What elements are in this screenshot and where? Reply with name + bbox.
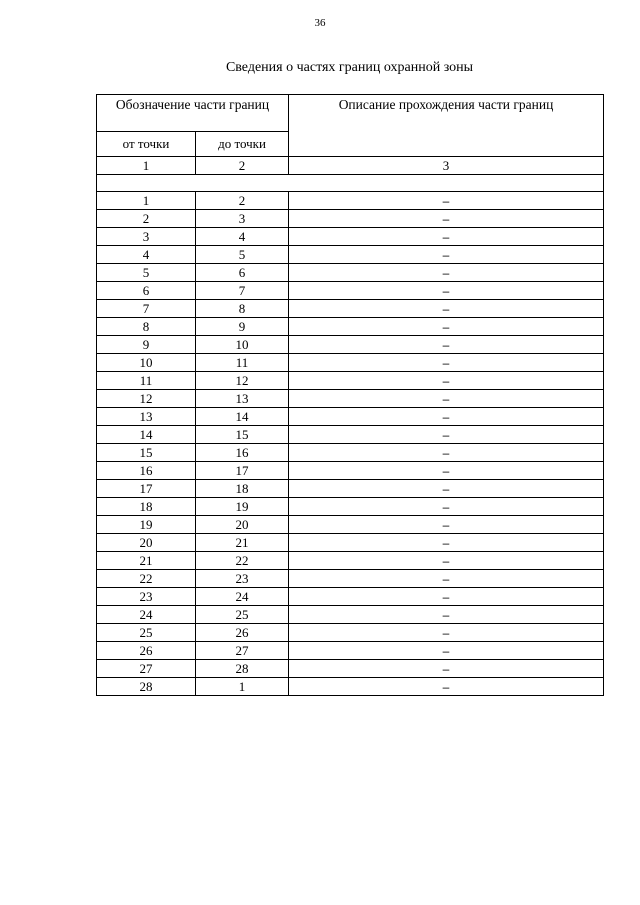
page-number: 36 [314, 17, 326, 29]
header-boundary-designation: Обозначение части границ [97, 95, 289, 132]
to-point-cell: 18 [196, 480, 289, 498]
from-point-cell: 25 [97, 624, 196, 642]
table-row [97, 318, 604, 336]
description-cell: – [289, 480, 604, 498]
table-row [97, 408, 604, 426]
to-point-cell: 20 [196, 516, 289, 534]
header-row [97, 95, 604, 132]
from-point-cell: 2 [97, 210, 196, 228]
from-point-cell: 28 [97, 678, 196, 696]
from-point-cell: 3 [97, 228, 196, 246]
to-point-cell: 25 [196, 606, 289, 624]
page-title: Сведения о частях границ охранной зоны [225, 60, 474, 75]
boundary-parts-table [96, 94, 604, 696]
to-point-cell: 2 [196, 192, 289, 210]
description-cell: – [289, 318, 604, 336]
table-row [97, 426, 604, 444]
column-number: 3 [289, 157, 604, 175]
from-point-cell: 26 [97, 642, 196, 660]
header-from-point: от точки [97, 132, 196, 157]
to-point-cell: 8 [196, 300, 289, 318]
description-cell: – [289, 336, 604, 354]
table-row [97, 678, 604, 696]
description-cell: – [289, 426, 604, 444]
table-row [97, 480, 604, 498]
table-row [97, 210, 604, 228]
description-cell: – [289, 570, 604, 588]
description-cell: – [289, 660, 604, 678]
to-point-cell: 22 [196, 552, 289, 570]
to-point-cell: 10 [196, 336, 289, 354]
description-cell: – [289, 462, 604, 480]
description-cell: – [289, 444, 604, 462]
to-point-cell: 16 [196, 444, 289, 462]
table-row [97, 624, 604, 642]
description-cell: – [289, 498, 604, 516]
description-cell: – [289, 552, 604, 570]
from-point-cell: 11 [97, 372, 196, 390]
to-point-cell: 5 [196, 246, 289, 264]
to-point-cell: 12 [196, 372, 289, 390]
table-row [97, 642, 604, 660]
from-point-cell: 5 [97, 264, 196, 282]
table-row [97, 660, 604, 678]
table-row [97, 336, 604, 354]
column-number: 1 [97, 157, 196, 175]
to-point-cell: 13 [196, 390, 289, 408]
from-point-cell: 6 [97, 282, 196, 300]
to-point-cell: 3 [196, 210, 289, 228]
to-point-cell: 14 [196, 408, 289, 426]
table-row [97, 390, 604, 408]
to-point-cell: 15 [196, 426, 289, 444]
description-cell: – [289, 390, 604, 408]
description-cell: – [289, 606, 604, 624]
to-point-cell: 6 [196, 264, 289, 282]
from-point-cell: 10 [97, 354, 196, 372]
table-row [97, 444, 604, 462]
table-row [97, 498, 604, 516]
to-point-cell: 1 [196, 678, 289, 696]
to-point-cell: 9 [196, 318, 289, 336]
empty-cell [97, 175, 604, 192]
from-point-cell: 27 [97, 660, 196, 678]
table-row [97, 552, 604, 570]
from-point-cell: 9 [97, 336, 196, 354]
description-cell: – [289, 210, 604, 228]
from-point-cell: 20 [97, 534, 196, 552]
from-point-cell: 15 [97, 444, 196, 462]
description-cell: – [289, 300, 604, 318]
description-cell: – [289, 246, 604, 264]
description-cell: – [289, 516, 604, 534]
table-row [97, 462, 604, 480]
description-cell: – [289, 642, 604, 660]
column-number: 2 [196, 157, 289, 175]
description-cell: – [289, 354, 604, 372]
from-point-cell: 17 [97, 480, 196, 498]
description-cell: – [289, 192, 604, 210]
from-point-cell: 4 [97, 246, 196, 264]
description-cell: – [289, 264, 604, 282]
table-row [97, 516, 604, 534]
table-row [97, 282, 604, 300]
to-point-cell: 17 [196, 462, 289, 480]
description-cell: – [289, 678, 604, 696]
description-cell: – [289, 228, 604, 246]
table-row [97, 192, 604, 210]
header-to-point: до точки [196, 132, 289, 157]
to-point-cell: 21 [196, 534, 289, 552]
table-row [97, 300, 604, 318]
table-row [97, 372, 604, 390]
to-point-cell: 26 [196, 624, 289, 642]
table-row [97, 354, 604, 372]
table-row [97, 606, 604, 624]
description-cell: – [289, 282, 604, 300]
from-point-cell: 19 [97, 516, 196, 534]
from-point-cell: 7 [97, 300, 196, 318]
to-point-cell: 27 [196, 642, 289, 660]
to-point-cell: 24 [196, 588, 289, 606]
to-point-cell: 19 [196, 498, 289, 516]
from-point-cell: 12 [97, 390, 196, 408]
to-point-cell: 7 [196, 282, 289, 300]
table-row [97, 534, 604, 552]
to-point-cell: 11 [196, 354, 289, 372]
from-point-cell: 21 [97, 552, 196, 570]
from-point-cell: 16 [97, 462, 196, 480]
description-cell: – [289, 588, 604, 606]
from-point-cell: 18 [97, 498, 196, 516]
description-cell: – [289, 624, 604, 642]
empty-row [97, 175, 604, 192]
header-description: Описание прохождения части границ [289, 95, 604, 157]
table-row [97, 246, 604, 264]
table-row [97, 228, 604, 246]
from-point-cell: 8 [97, 318, 196, 336]
table-row [97, 570, 604, 588]
table-row [97, 264, 604, 282]
table-row [97, 588, 604, 606]
to-point-cell: 23 [196, 570, 289, 588]
to-point-cell: 4 [196, 228, 289, 246]
from-point-cell: 24 [97, 606, 196, 624]
description-cell: – [289, 408, 604, 426]
from-point-cell: 13 [97, 408, 196, 426]
from-point-cell: 14 [97, 426, 196, 444]
from-point-cell: 1 [97, 192, 196, 210]
to-point-cell: 28 [196, 660, 289, 678]
column-number-row [97, 157, 604, 175]
from-point-cell: 22 [97, 570, 196, 588]
from-point-cell: 23 [97, 588, 196, 606]
description-cell: – [289, 372, 604, 390]
description-cell: – [289, 534, 604, 552]
